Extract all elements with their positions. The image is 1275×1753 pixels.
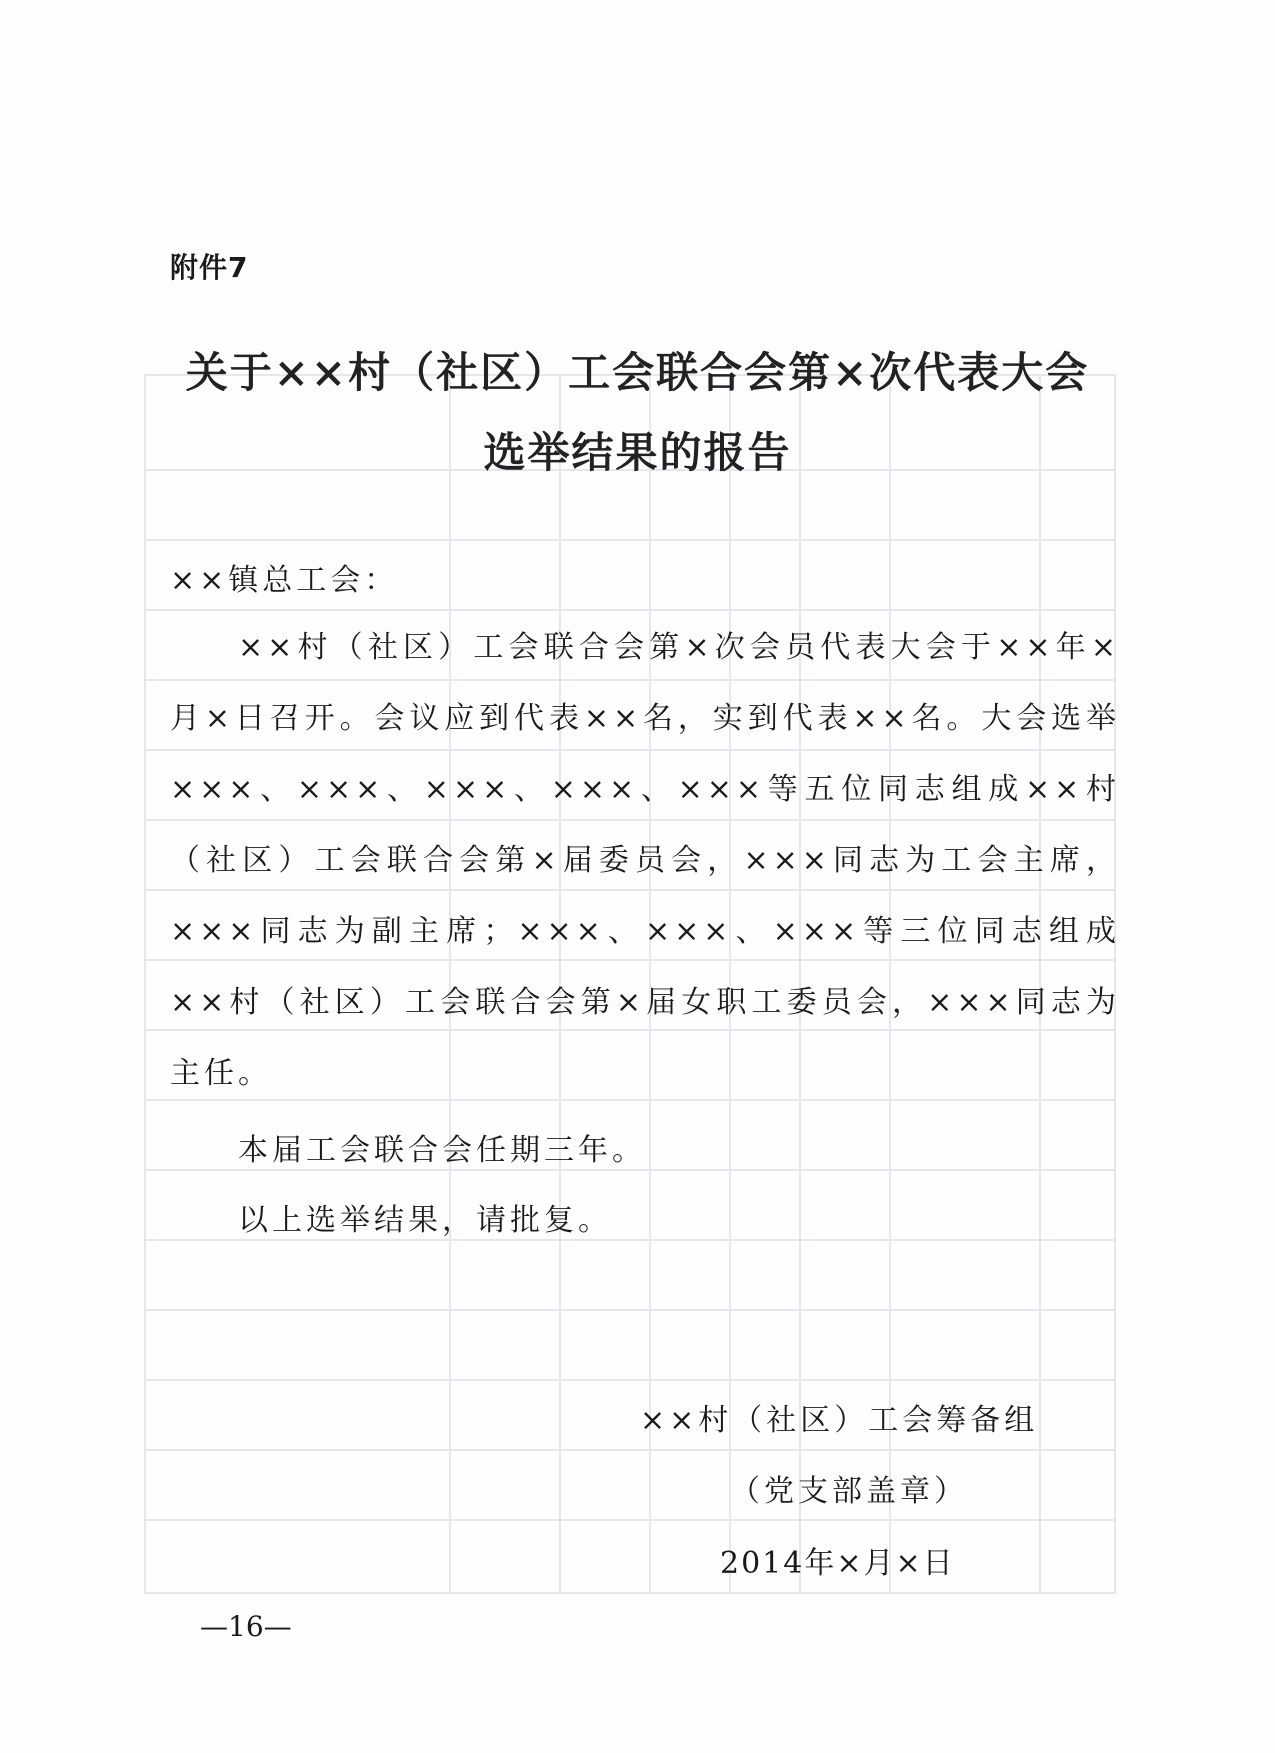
salutation: ××镇总工会：: [170, 563, 399, 598]
page-number: —16—: [200, 1610, 292, 1643]
request-sentence: 以上选举结果，请批复。: [238, 1203, 612, 1238]
signature-organization: ××村（社区）工会筹备组: [640, 1403, 1039, 1438]
report-title-line2: 选举结果的报告: [483, 428, 792, 477]
term-sentence: 本届工会联合会任期三年。: [238, 1133, 646, 1168]
signature-seal-note: （党支部盖章）: [730, 1474, 968, 1509]
body-paragraph: ××村（社区）工会联合会第×次会员代表大会于××年×月×日召开。会议应到代表××名，实到代表××名。大会选举×××、×××、×××、×××、×××等五位同志组成××村（社区）工会联合会第×届委员会，×××同志为工会主席，×××同志为副主席；×××、×××、×××等三位同志组成××村（社区）工会联合会第×届女职工委员会，×××同志为主任。: [170, 630, 1120, 1091]
signature-date: 2014年×月×日: [720, 1546, 955, 1581]
report-title-line1: 关于××村（社区）工会联合会第×次代表大会: [185, 348, 1090, 397]
attachment-label: 附件7: [170, 251, 249, 284]
